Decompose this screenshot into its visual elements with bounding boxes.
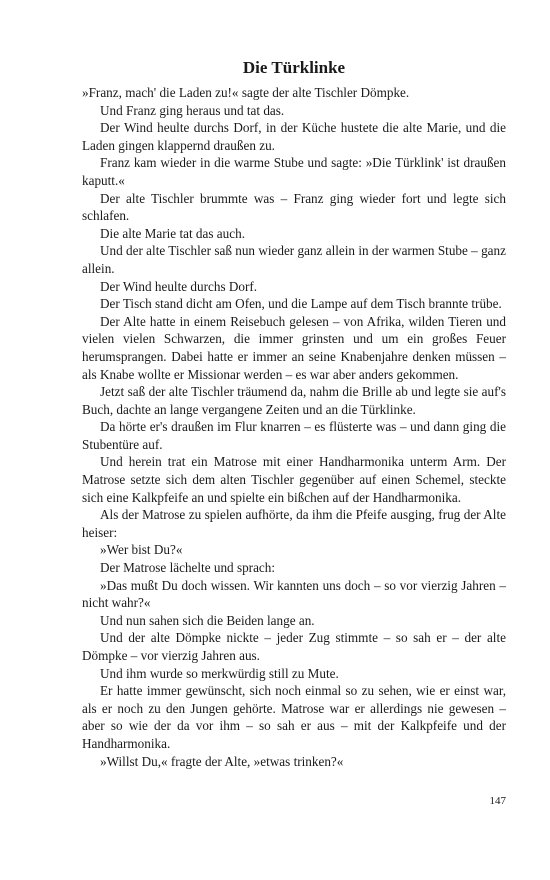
paragraph: Und herein trat ein Matrose mit einer Handharmonika unterm Arm. Der Matrose setzte sich dem alten Tischler gegenüber auf einen Schemel, steckte sich eine Kalkpfeife an und spielte ein bißchen auf der Handharmonika. bbox=[82, 454, 506, 505]
paragraph: Als der Matrose zu spielen aufhörte, da ihm die Pfeife ausging, frug der Alte heiser: bbox=[82, 507, 506, 540]
paragraph: Und Franz ging heraus und tat das. bbox=[100, 102, 285, 118]
paragraph: Der Alte hatte in einem Reisebuch gelesen – von Afrika, wilden Tieren und vielen vielen Schwarzen, die immer grinsten und um ein großes Feuer herumsprangen. Dabei hatte er immer an seine Knabenjahre denken müssen – als Knabe wollte er Missionar werden – es war aber anders gekommen. bbox=[82, 313, 506, 382]
paragraph: Der Wind heulte durchs Dorf. bbox=[100, 278, 258, 294]
paragraph: »Willst Du,« fragte der Alte, »etwas trinken?« bbox=[100, 753, 344, 769]
paragraph: Franz kam wieder in die warme Stube und sagte: »Die Türklink' ist draußen kaputt.« bbox=[82, 155, 506, 188]
paragraph: »Wer bist Du?« bbox=[100, 542, 183, 558]
paragraph: Der Wind heulte durchs Dorf, in der Küche hustete die alte Marie, und die Laden gingen klappernd draußen zu. bbox=[82, 120, 506, 153]
page-number: 147 bbox=[489, 795, 506, 807]
body-text bbox=[82, 84, 506, 770]
paragraph: Der Matrose lächelte und sprach: bbox=[100, 560, 276, 576]
paragraph: Er hatte immer gewünscht, sich noch einmal so zu sehen, wie er einst war, als er noch zu den Jungen gehörte. Matrose war er allerdings nie gewesen – aber so wie der da vor ihm – so sah er aus – mit der Kalkpfeife und der Handharmonika. bbox=[82, 683, 506, 751]
paragraph: Jetzt saß der alte Tischler träumend da, nahm die Brille ab und legte sie auf's Buch, dachte an lange vergangene Zeiten und an die Türklinke. bbox=[82, 384, 506, 417]
paragraph: Der Tisch stand dicht am Ofen, und die Lampe auf dem Tisch brannte trübe. bbox=[100, 296, 502, 312]
chapter-title: Die Türklinke bbox=[242, 58, 346, 77]
paragraph: Und der alte Dömpke nickte – jeder Zug stimmte – so sah er – der alte Dömpke – vor vierzig Jahren aus. bbox=[82, 630, 506, 663]
paragraph: Und ihm wurde so merkwürdig still zu Mute. bbox=[100, 665, 339, 681]
paragraph: Der alte Tischler brummte was – Franz ging wieder fort und legte sich schlafen. bbox=[82, 190, 506, 224]
paragraph: Und der alte Tischler saß nun wieder ganz allein in der warmen Stube – ganz allein. bbox=[82, 243, 506, 276]
paragraph: Und nun sahen sich die Beiden lange an. bbox=[100, 612, 315, 628]
paragraph: Die alte Marie tat das auch. bbox=[100, 225, 245, 241]
paragraph: »Das mußt Du doch wissen. Wir kannten uns doch – so vor vierzig Jahren – nicht wahr?« bbox=[82, 577, 506, 611]
paragraph: »Franz, mach' die Laden zu!« sagte der alte Tischler Dömpke. bbox=[82, 85, 410, 100]
paragraph: Da hörte er's draußen im Flur knarren – es flüsterte was – und dann ging die Stubentüre auf. bbox=[82, 419, 506, 452]
